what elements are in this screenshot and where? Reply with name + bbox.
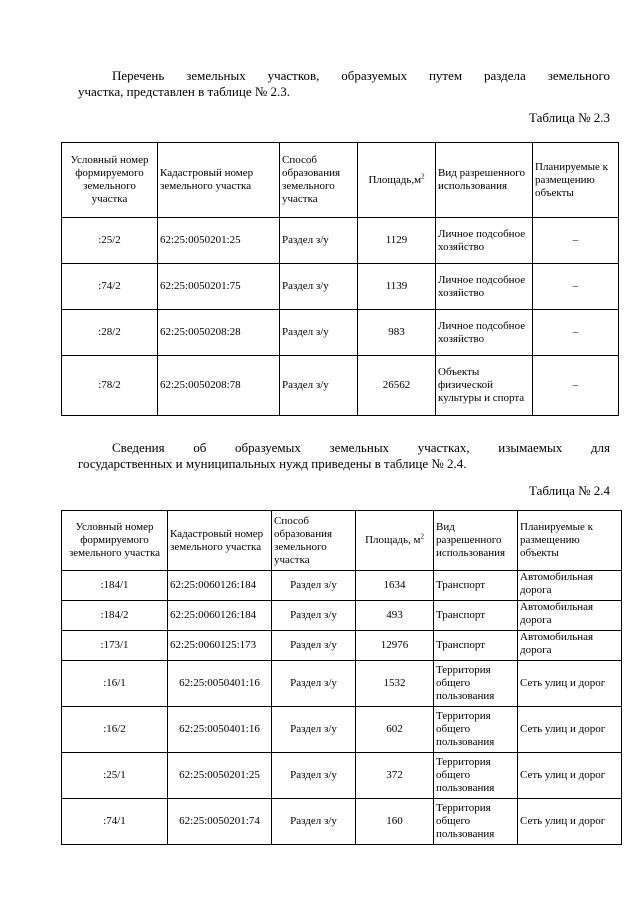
cell-method: Раздел з/у xyxy=(272,753,356,799)
header-area-sup: 2 xyxy=(420,532,424,541)
cell-area: 493 xyxy=(356,601,434,631)
cell-cadastral: 62:25:0050201:74 xyxy=(168,799,272,845)
cell-method: Раздел з/у xyxy=(280,310,358,356)
header-number: Условный номер формируемого земельного участка xyxy=(62,143,158,218)
header-cadastral: Кадастровый номер земельного участка xyxy=(158,143,280,218)
cell-method: Раздел з/у xyxy=(272,571,356,601)
cell-use: Личное подсобное хозяйство xyxy=(436,264,533,310)
cell-use: Территория общего пользования xyxy=(434,753,518,799)
cell-area: 983 xyxy=(358,310,436,356)
table-row xyxy=(62,218,619,264)
header-number: Условный номер формируемого земельного участка xyxy=(62,511,168,571)
cell-planned: Автомобильная дорога xyxy=(518,571,622,601)
cell-method: Раздел з/у xyxy=(272,631,356,661)
cell-planned: – xyxy=(533,218,619,264)
header-area-sup: 2 xyxy=(421,171,425,180)
cell-cadastral: 62:25:0050208:78 xyxy=(158,356,280,416)
table-row xyxy=(62,310,619,356)
cell-cadastral: 62:25:0050401:16 xyxy=(168,661,272,707)
cell-method: Раздел з/у xyxy=(272,601,356,631)
cell-area: 1139 xyxy=(358,264,436,310)
cell-method: Раздел з/у xyxy=(280,356,358,416)
cell-use: Транспорт xyxy=(434,631,518,661)
intro-line-1: Перечень земельных участков, образуемых путем раздела земельного xyxy=(112,68,610,83)
cell-cadastral: 62:25:0050201:75 xyxy=(158,264,280,310)
table-2-3 xyxy=(61,142,619,416)
cell-number: :16/1 xyxy=(62,661,168,707)
cell-method: Раздел з/у xyxy=(272,799,356,845)
cell-planned: – xyxy=(533,310,619,356)
header-planned: Планируемые к размещению объекты xyxy=(533,143,619,218)
cell-number: :173/1 xyxy=(62,631,168,661)
table-row xyxy=(62,356,619,416)
header-use: Вид разрешенного использования xyxy=(436,143,533,218)
cell-planned: Автомобильная дорога xyxy=(518,631,622,661)
header-method: Способ образования земельного участка xyxy=(272,511,356,571)
intro-paragraph xyxy=(78,68,610,100)
cell-cadastral: 62:25:0060126:184 xyxy=(168,571,272,601)
table-row xyxy=(62,707,622,753)
cell-number: :16/2 xyxy=(62,707,168,753)
table-row xyxy=(62,571,622,601)
intro-line-2: участка, представлен в таблице № 2.3. xyxy=(78,84,290,99)
cell-planned: Сеть улиц и дорог xyxy=(518,707,622,753)
cell-use: Транспорт xyxy=(434,571,518,601)
cell-planned: Автомобильная дорога xyxy=(518,601,622,631)
cell-number: :184/1 xyxy=(62,571,168,601)
table-row xyxy=(62,753,622,799)
table-2-4-caption: Таблица № 2.4 xyxy=(528,483,610,498)
cell-number: :78/2 xyxy=(62,356,158,416)
cell-method: Раздел з/у xyxy=(280,218,358,264)
table-row xyxy=(62,601,622,631)
cell-method: Раздел з/у xyxy=(280,264,358,310)
second-paragraph xyxy=(78,440,610,472)
cell-use: Личное подсобное хозяйство xyxy=(436,310,533,356)
cell-use: Личное подсобное хозяйство xyxy=(436,218,533,264)
header-area-text: Площадь,м xyxy=(368,173,422,186)
cell-number: :184/2 xyxy=(62,601,168,631)
table-row xyxy=(62,631,622,661)
cell-number: :74/2 xyxy=(62,264,158,310)
cell-use: Территория общего пользования xyxy=(434,707,518,753)
cell-cadastral: 62:25:0050201:25 xyxy=(168,753,272,799)
cell-use: Территория общего пользования xyxy=(434,799,518,845)
cell-area: 160 xyxy=(356,799,434,845)
header-use: Вид разрешенного использования xyxy=(434,511,518,571)
cell-number: :25/2 xyxy=(62,218,158,264)
second-line-2: государственных и муниципальных нужд приведены в таблице № 2.4. xyxy=(78,456,467,471)
header-area xyxy=(358,143,436,218)
table-2-4 xyxy=(61,510,622,845)
cell-number: :74/1 xyxy=(62,799,168,845)
cell-use: Транспорт xyxy=(434,601,518,631)
table-row xyxy=(62,799,622,845)
cell-number: :28/2 xyxy=(62,310,158,356)
cell-cadastral: 62:25:0060126:184 xyxy=(168,601,272,631)
cell-area: 372 xyxy=(356,753,434,799)
cell-cadastral: 62:25:0050401:16 xyxy=(168,707,272,753)
header-area xyxy=(356,511,434,571)
cell-use: Объекты физической культуры и спорта xyxy=(436,356,533,416)
table-2-3-caption: Таблица № 2.3 xyxy=(528,110,610,125)
cell-cadastral: 62:25:0050208:28 xyxy=(158,310,280,356)
header-planned: Планируемые к размещению объекты xyxy=(518,511,622,571)
cell-cadastral: 62:25:0050201:25 xyxy=(158,218,280,264)
cell-planned: – xyxy=(533,356,619,416)
cell-number: :25/1 xyxy=(62,753,168,799)
table-header-row xyxy=(62,143,619,218)
cell-area: 1129 xyxy=(358,218,436,264)
cell-planned: Сеть улиц и дорог xyxy=(518,661,622,707)
cell-cadastral: 62:25:0060125:173 xyxy=(168,631,272,661)
cell-use: Территория общего пользования xyxy=(434,661,518,707)
table-row xyxy=(62,264,619,310)
cell-area: 602 xyxy=(356,707,434,753)
cell-area: 1532 xyxy=(356,661,434,707)
cell-area: 1634 xyxy=(356,571,434,601)
header-cadastral: Кадастровый номер земельного участка xyxy=(168,511,272,571)
cell-method: Раздел з/у xyxy=(272,707,356,753)
table-header-row xyxy=(62,511,622,571)
header-area-text: Площадь, м xyxy=(365,534,421,546)
header-method: Способ образования земельного участка xyxy=(280,143,358,218)
second-line-1: Сведения об образуемых земельных участках, изымаемых для xyxy=(112,440,610,455)
cell-planned: Сеть улиц и дорог xyxy=(518,799,622,845)
cell-planned: – xyxy=(533,264,619,310)
cell-area: 12976 xyxy=(356,631,434,661)
cell-area: 26562 xyxy=(358,356,436,416)
cell-method: Раздел з/у xyxy=(272,661,356,707)
cell-planned: Сеть улиц и дорог xyxy=(518,753,622,799)
table-row xyxy=(62,661,622,707)
